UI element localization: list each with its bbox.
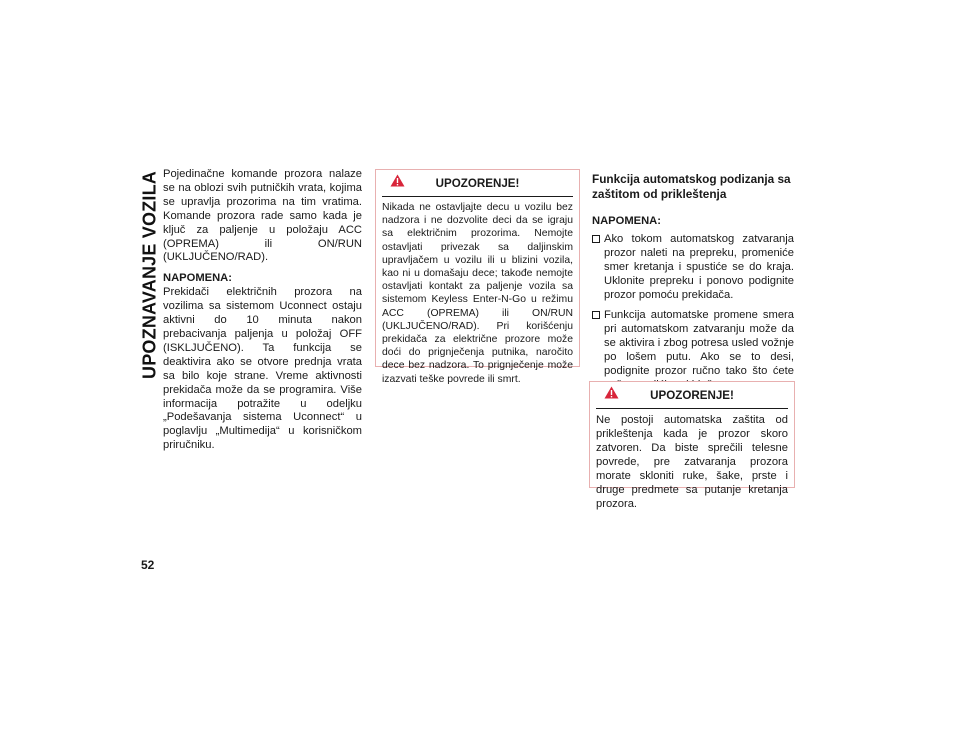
warning-title: UPOZORENJE! bbox=[435, 177, 520, 190]
auto-up-column bbox=[592, 172, 794, 398]
warning-box-pinch bbox=[589, 381, 795, 510]
intro-column bbox=[163, 168, 362, 453]
warning-text: Ne postoji automatska zaštita od prikleštenja kada je prozor skoro zatvoren. Da biste sprečili telesne povrede, pre zatvaranja prozora morate skloniti ruke, šake, prste i druge predmete sa putanje kretanja prozora. bbox=[596, 414, 788, 510]
warning-box-children bbox=[375, 169, 580, 385]
list-item-text: Ako tokom automatskog zatvaranja prozor naleti na prepreku, promeniće smer kretanja i spustiće se do kraja. Uklonite prepreku i ponovo podignite prozor pomoću prekidača. bbox=[604, 233, 794, 301]
intro-paragraph: Pojedinačne komande prozora nalaze se na oblozi svih putničkih vrata, kojima se upravlja prozorima na tim vratima. Komande prozora rade samo kada je ključ za paljenje u položaju ACC (OPREMA) ili ON/RUN (UKLJUČENO/RAD). bbox=[163, 168, 362, 264]
page-number: 52 bbox=[141, 558, 155, 572]
square-bullet-icon bbox=[592, 311, 600, 319]
warning-text: Nikada ne ostavljajte decu u vozilu bez nadzora i ne dozvolite deci da se igraju sa električnim prozorima. Nemojte ostavljati privezak sa daljinskim upravljačem u vozilu ili u blizini vozila, kao ni u domašaju dece; takođe nemojte ostavljati kontakt za paljenje vozila sa sistemom Keyless Enter-N-Go u režimu ACC (OPREMA) ili ON/RUN (UKLJUČENO/RAD). Pri korišćenju prekidača za električne prozore može doći do prignječenja putnika, naročito dece bez nadzora. To prignječenje može izazvati teške povrede ili smrt. bbox=[382, 202, 573, 385]
section-heading: Funkcija automatskog podizanja sa zaštitom od prikleštenja bbox=[592, 172, 791, 201]
note-list bbox=[592, 232, 794, 392]
note-text: Prekidači električnih prozora na vozilima sa sistemom Uconnect ostaju aktivni do 10 minuta nakon prebacivanja paljenja u položaj OFF (ISKLJUČENO). Ta funkcija se deaktivira ako se otvore prednja vrata sa bilo koje strane. Vreme aktivnosti prekidača može da se programira. Više informacija potražite u odeljku „Podešavanja sistema Uconnect“ u poglavlju „Multimedija“ u korisničkom priručniku. bbox=[163, 286, 362, 452]
note-block bbox=[163, 272, 362, 453]
warning-title: UPOZORENJE! bbox=[650, 389, 734, 402]
note-label: NAPOMENA: bbox=[592, 215, 661, 227]
warning-header bbox=[596, 382, 788, 409]
list-item bbox=[592, 232, 794, 302]
list-item bbox=[592, 308, 794, 392]
warning-header bbox=[382, 170, 573, 197]
square-bullet-icon bbox=[592, 235, 600, 243]
list-item-text: Funkcija automatske promene smera pri automatskom zatvaranju može da se aktivira i zbog potresa usled vožnje po lošem putu. Ako se to desi, podignite prozor ručno tako što ćete bbox=[604, 309, 794, 377]
note-label: NAPOMENA: bbox=[163, 272, 232, 285]
section-side-title-text: UPOZNAVANJE VOZILA bbox=[139, 171, 160, 379]
section-side-title bbox=[138, 172, 162, 378]
